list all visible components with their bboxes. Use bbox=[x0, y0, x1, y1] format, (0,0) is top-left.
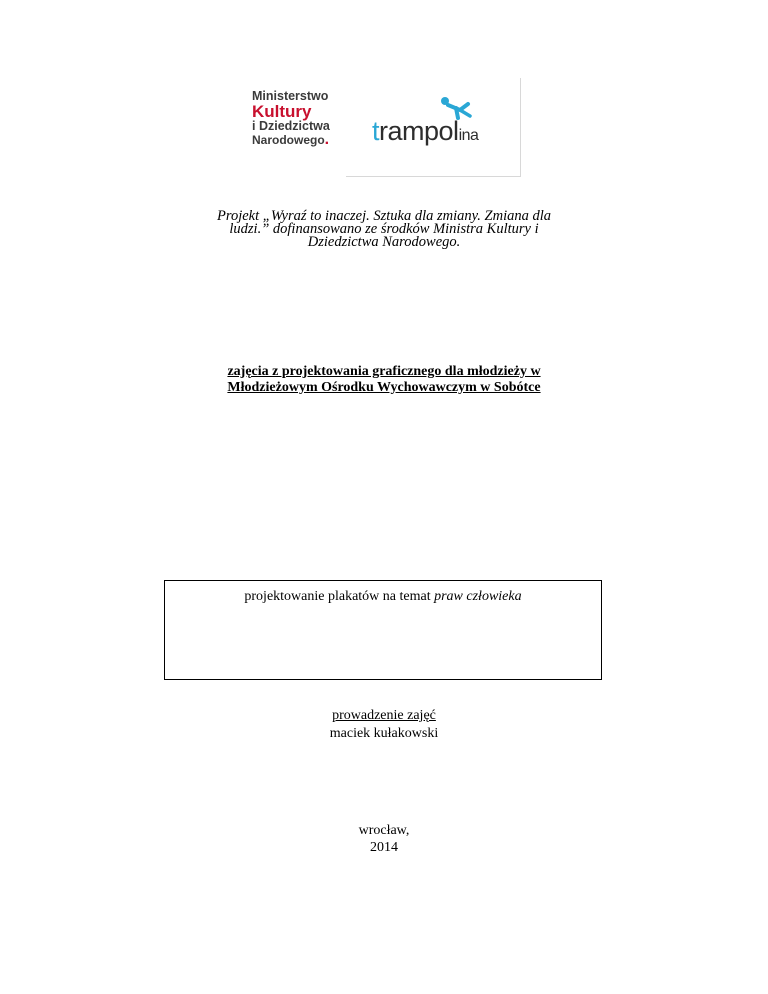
intro-line2: ludzi.” dofinansowano ze środków Ministra Kultury i bbox=[229, 221, 539, 237]
place: wrocław, bbox=[358, 823, 410, 838]
heading-line2: Młodzieżowym Ośrodku Wychowawczym w Sobótce bbox=[227, 380, 541, 395]
topic-line bbox=[165, 589, 601, 605]
lead-name: maciek kułakowski bbox=[329, 726, 439, 741]
ministry-logo-dot: . bbox=[324, 131, 330, 148]
project-intro bbox=[180, 210, 588, 249]
ministry-logo-line2: Kultury bbox=[252, 102, 312, 121]
ministry-logo-line4-text: Narodowego bbox=[252, 133, 325, 147]
trampolina-part1: t bbox=[372, 116, 380, 146]
lead-label: prowadzenie zajęć bbox=[332, 708, 436, 723]
trampolina-part2: r bbox=[379, 116, 388, 146]
ministry-logo-line3: i Dziedzictwa bbox=[252, 119, 330, 133]
ministry-logo bbox=[252, 90, 352, 147]
topic-box bbox=[164, 580, 602, 680]
workshop-heading bbox=[190, 364, 578, 396]
trampolina-logo bbox=[346, 78, 521, 177]
intro-line1: Projekt „Wyraź to inaczej. Sztuka dla zmiany. Zmiana dla bbox=[216, 208, 552, 224]
ministry-logo-line4 bbox=[252, 133, 352, 147]
trampolina-part4: ina bbox=[458, 127, 479, 144]
intro-line3: Dziedzictwa Narodowego. bbox=[307, 234, 461, 250]
ministry-logo-line1: Ministerstwo bbox=[252, 89, 329, 103]
heading-line1: zajęcia z projektowania graficznego dla młodzieży w bbox=[227, 364, 541, 379]
trampolina-wordmark bbox=[372, 116, 478, 147]
year: 2014 bbox=[370, 840, 398, 855]
topic-prefix: projektowanie plakatów na temat bbox=[244, 589, 435, 604]
trampolina-part3: ampol bbox=[387, 116, 459, 146]
topic-emphasis: praw człowieka bbox=[434, 589, 522, 604]
